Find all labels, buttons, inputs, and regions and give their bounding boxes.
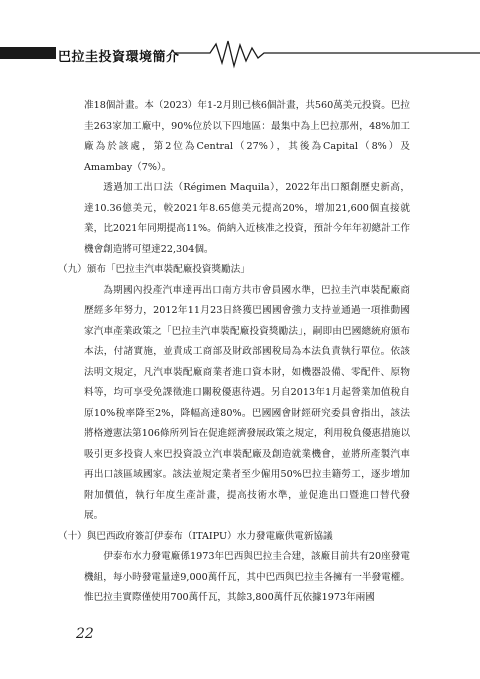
paragraph-2: 透過加工出口法（Régimen Maquila），2022年出口額創歷史新高，達10.36億美元，較2021年8.65億美元提高20%，增加21,600個直接就業，比2021年同期提高11%。倘納入近核准之投資，預計今年年初總計工作機會創造將可望達22,304個。 [84,182,410,255]
section-10-body: 伊泰布水力發電廠係1973年巴西與巴拉圭合建，該廠目前共有20座發電機組，每小時發電量達9,000萬仟瓦，其中巴西與巴拉圭各擁有一半發電權。惟巴拉圭實際僅使用700萬仟瓦，其餘3,800萬仟瓦依據1973年兩國 [84,551,410,603]
section-9-title: （九）頒布「巴拉圭汽車裝配廠投資獎勵法」 [58,264,250,275]
paragraph-1: 准18個計畫。本（2023）年1-2月則已核6個計畫，共560萬美元投資。巴拉圭263家加工廠中，90%位於以下四地區：最集中為上巴拉那州，48%加工廠為於該處，第2位為Central（27%），其後為Capital（8%）及Amambay（7%）。 [84,100,410,173]
header-title: 巴拉圭投資環境簡介 [58,50,180,65]
section-10-title: （十）與巴西政府簽訂伊泰布（ITAIPU）水力發電廠供電新協議 [58,530,333,542]
page-number: 22 [76,626,94,642]
page-header [0,36,480,70]
document-body [58,96,410,609]
section-9-body: 為期國內投產汽車達再出口南方共市會員國水準，巴拉圭汽車裝配廠商歷經多年努力，2012年11月23日終獲巴國國會強力支持並通過一項推動國家汽車產業政策之「巴拉圭汽車裝配廠投資獎勵法」，嗣即由巴國總統府頒布本法，付諸實施，並責成工商部及財政部國稅局為本法負責執行單位。依該法明文規定，凡汽車裝配廠商業者進口資本財，如機器設備、零配件、原物料等，均可享受免課徵進口關稅優惠待遇。另自2013年1月起營業加值稅自原10%稅率降至2%，降幅高達80%。巴國國會財經研究委員會指出，該法將格遵憲法第106條所列旨在促進經濟發展政策之規定，利用稅負優惠措施以吸引更多投資人來巴投資設立汽車裝配廠及創造就業機會，並將所產製汽車再出口該區域國家。該法並規定業者至少僱用50%巴拉圭籍勞工，逐步增加附加價值，執行年度生產計畫，提高技術水準，並促進出口暨進口替代發展。 [84,284,410,521]
